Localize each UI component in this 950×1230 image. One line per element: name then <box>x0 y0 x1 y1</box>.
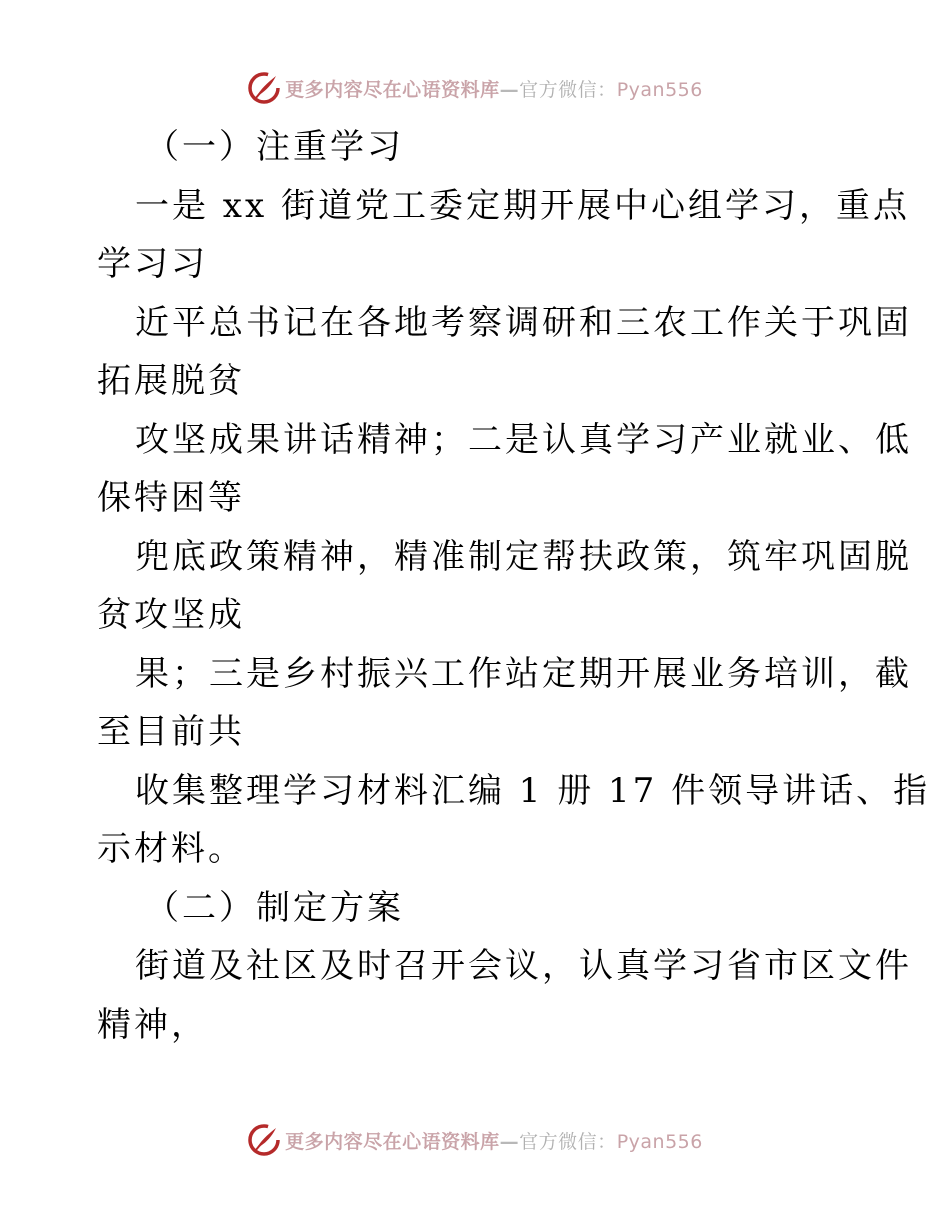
paragraph-line: 攻坚成果讲话精神；二是认真学习产业就业、低 <box>135 419 912 460</box>
watermark-footer <box>0 1120 950 1160</box>
document-body <box>97 118 931 1054</box>
watermark-id: Pyan556 <box>616 1130 703 1153</box>
watermark-text <box>285 75 703 102</box>
section-heading-1: （一）注重学习 <box>145 127 404 167</box>
section-heading-2: （二）制定方案 <box>145 887 404 928</box>
quill-logo-icon <box>247 71 281 105</box>
paragraph-line: 收集整理学习材料汇编 1 册 17 件领导讲话、指 <box>135 770 931 811</box>
paragraph-line: 一是 xx 街道党工委定期开展中心组学习，重点 <box>135 185 910 226</box>
watermark-header <box>0 68 950 108</box>
paragraph-line: 学习习 <box>97 244 208 284</box>
paragraph-line: 兜底政策精神，精准制定帮扶政策，筑牢巩固脱 <box>135 536 912 577</box>
watermark-official: 官方微信： <box>519 78 617 101</box>
watermark-dash: — <box>499 1130 520 1153</box>
watermark-dash: — <box>499 78 520 101</box>
paragraph-line: 贫攻坚成 <box>97 595 245 635</box>
paragraph-line: 果；三是乡村振兴工作站定期开展业务培训，截 <box>135 653 912 694</box>
watermark-text <box>285 1127 703 1154</box>
paragraph-line: 示材料。 <box>97 829 245 869</box>
watermark-brand: 更多内容尽在心语资料库 <box>285 1130 500 1153</box>
paragraph-line: 精神， <box>97 1004 208 1045</box>
watermark-official: 官方微信： <box>519 1130 617 1153</box>
watermark-id: Pyan556 <box>616 78 703 101</box>
paragraph-line: 近平总书记在各地考察调研和三农工作关于巩固 <box>135 302 912 343</box>
paragraph-line: 拓展脱贫 <box>97 361 245 401</box>
quill-logo-icon <box>247 1123 281 1157</box>
paragraph-line: 保特困等 <box>97 478 245 518</box>
paragraph-line: 街道及社区及时召开会议，认真学习省市区文件 <box>135 946 912 986</box>
paragraph-line: 至目前共 <box>97 712 245 752</box>
watermark-brand: 更多内容尽在心语资料库 <box>285 78 500 101</box>
